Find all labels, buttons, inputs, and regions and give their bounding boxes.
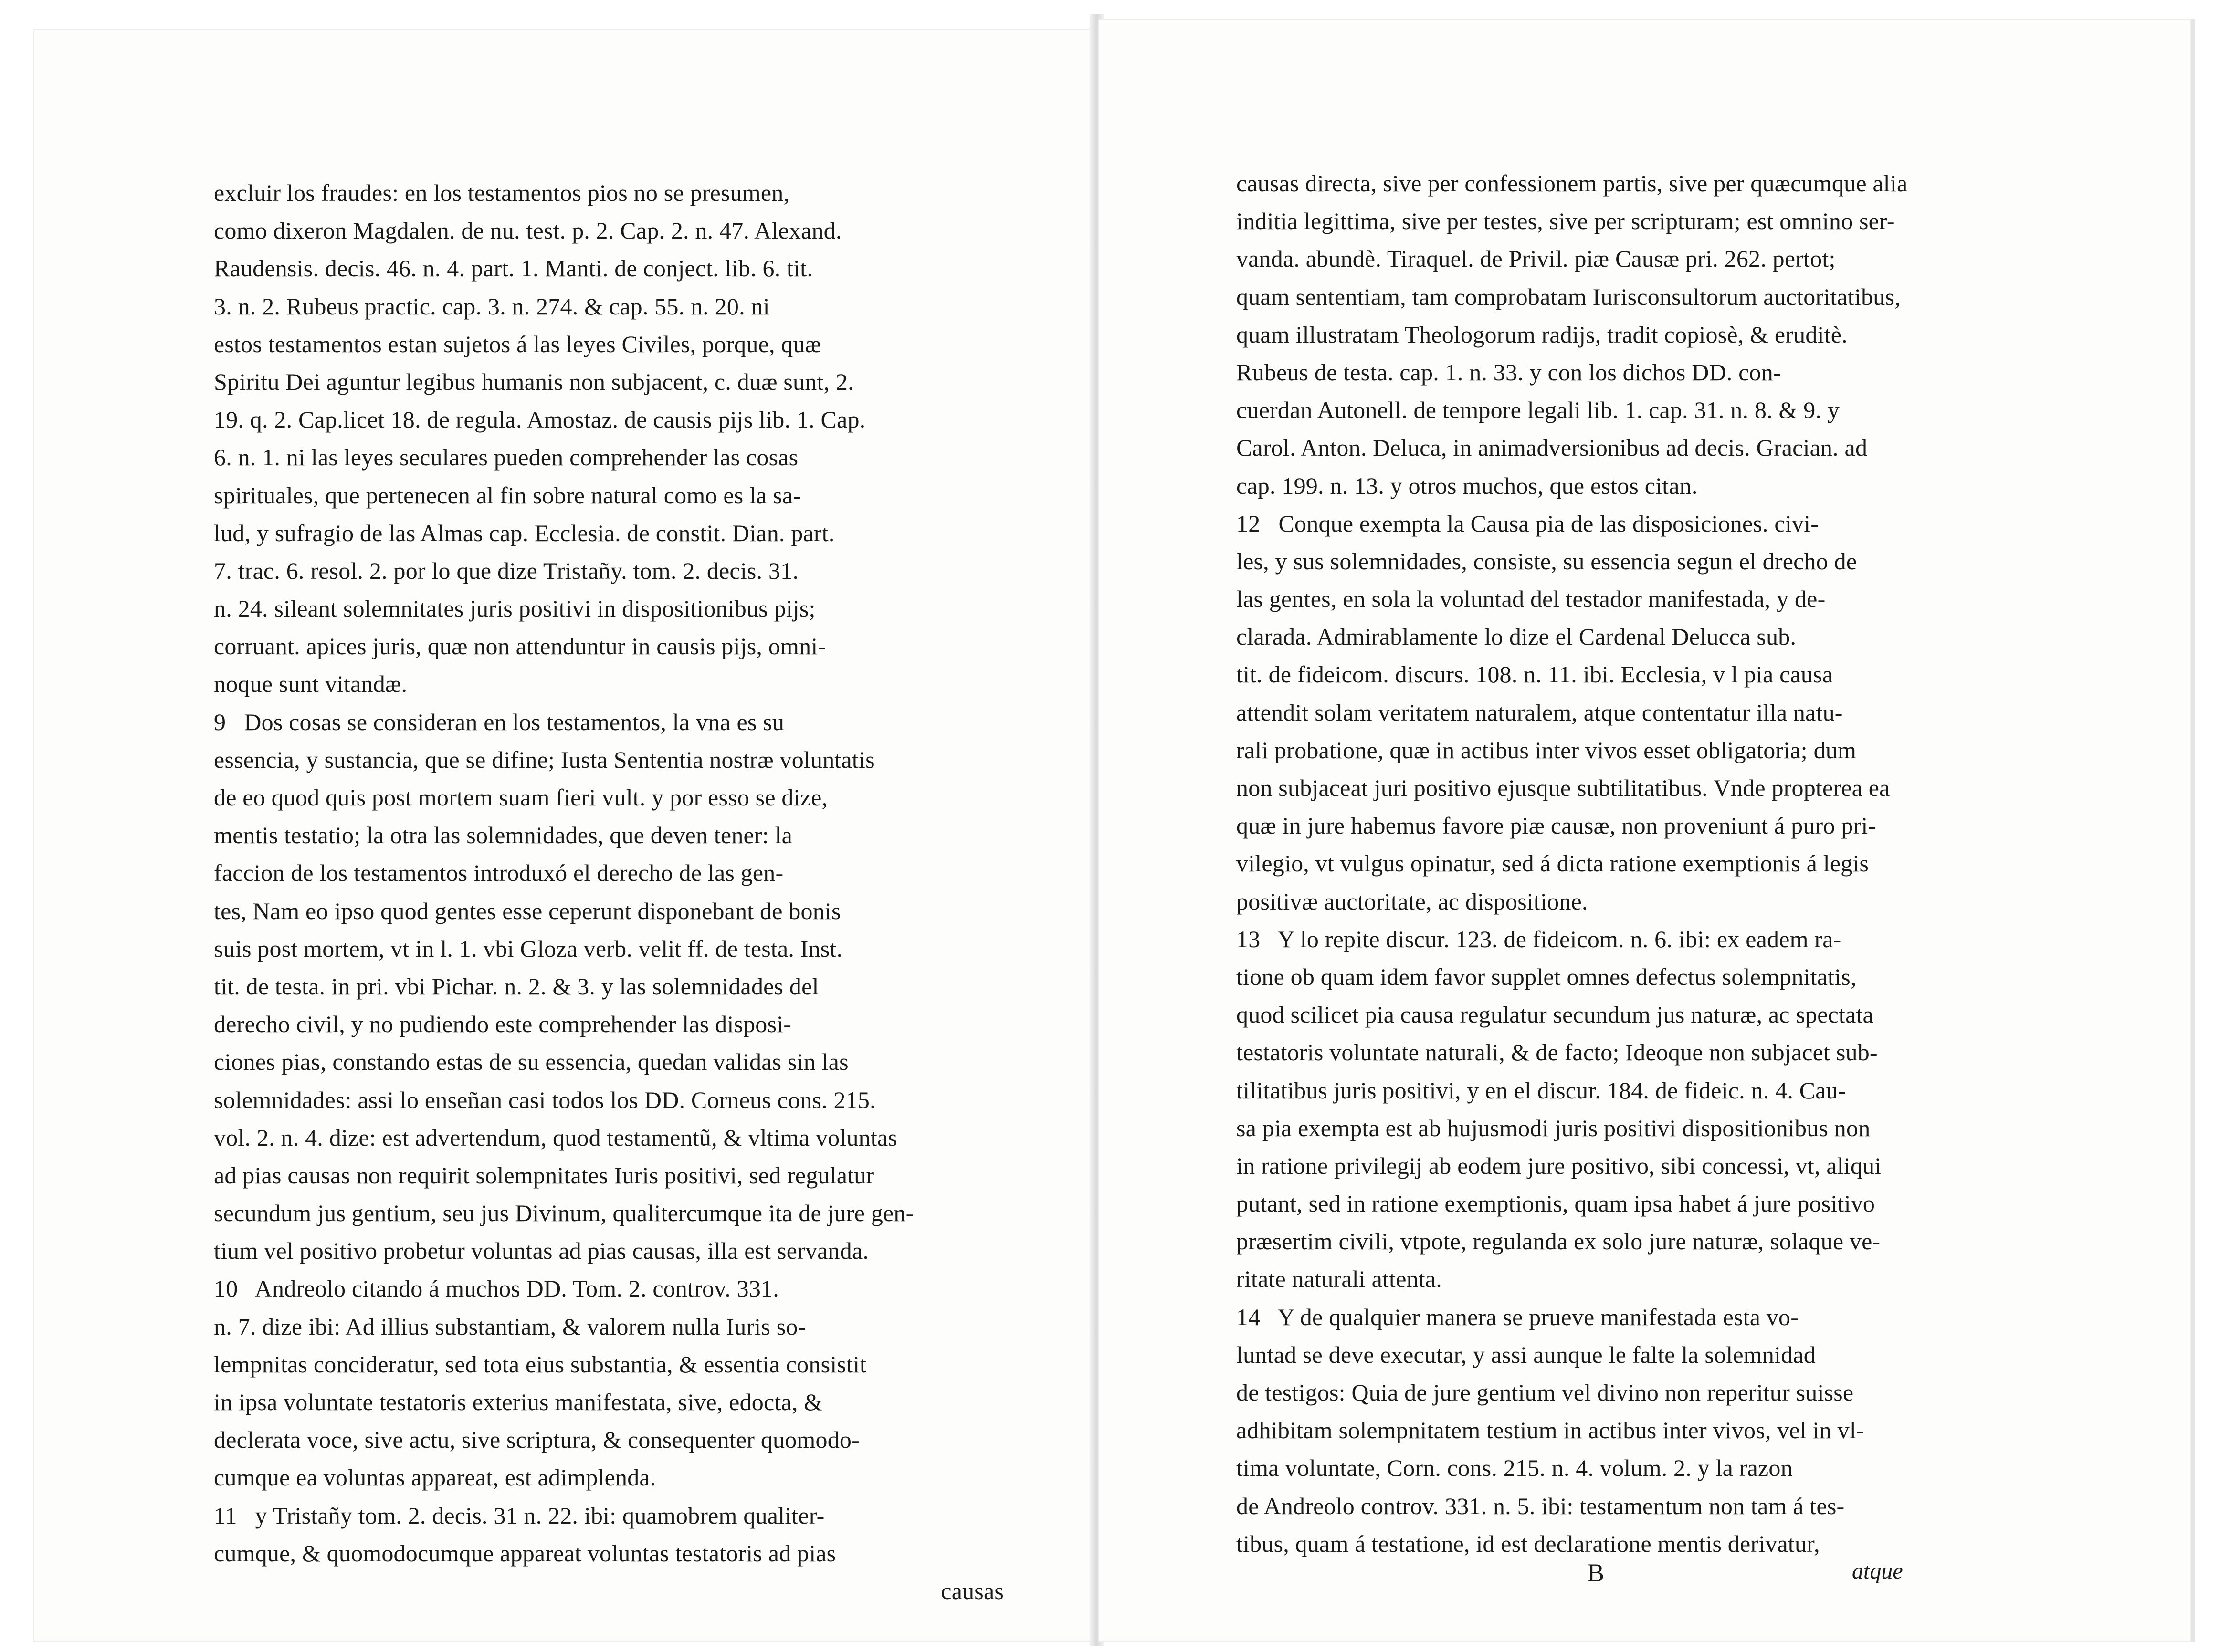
text-line: ad pias causas non requirit solempnitates Iuris positivi, sed regulatur — [214, 1161, 874, 1189]
text-line: putant, sed in ratione exemptionis, quam ipsa habet á jure positivo — [1236, 1190, 1875, 1217]
text-line: solemnidades: assi lo enseñan casi todos los DD. Corneus cons. 215. — [214, 1086, 876, 1113]
text-line: declerata voce, sive actu, sive scriptura, & consequenter quomodo- — [214, 1426, 860, 1453]
text-line: 14 Y de qualquier manera se prueve manifestada esta vo- — [1236, 1303, 1799, 1330]
text-line: clarada. Admirablamente lo dize el Cardenal Delucca sub. — [1236, 623, 1797, 650]
text-line: de testigos: Quia de jure gentium vel divino non reperitur suisse — [1236, 1379, 1854, 1406]
text-line: inditia legittima, sive per testes, sive per scripturam; est omnino ser- — [1236, 208, 1895, 235]
text-line: ciones pias, constando estas de su essencia, quedan validas sin las — [214, 1048, 849, 1076]
text-line: lempnitas concideratur, sed tota eius substantia, & essentia consistit — [214, 1350, 867, 1378]
text-line: 6. n. 1. ni las leyes seculares pueden comprehender las cosas — [214, 444, 799, 471]
text-line: tit. de fideicom. discurs. 108. n. 11. ibi. Ecclesia, v l pia causa — [1236, 661, 1833, 688]
text-line: cuerdan Autonell. de tempore legali lib. 1. cap. 31. n. 8. & 9. y — [1236, 397, 1840, 424]
left-page — [33, 29, 1095, 1642]
text-line: causas — [941, 1577, 1004, 1604]
text-line: 3. n. 2. Rubeus practic. cap. 3. n. 274. & cap. 55. n. 20. ni — [214, 293, 770, 320]
text-line: 9 Dos cosas se consideran en los testamentos, la vna es su — [214, 708, 785, 735]
right-page — [1098, 19, 2191, 1642]
text-line: quam sententiam, tam comprobatam Iurisconsultorum auctoritatibus, — [1236, 283, 1901, 310]
text-line: in ipsa voluntate testatoris exterius manifestata, sive, edocta, & — [214, 1389, 823, 1415]
text-line: corruant. apices juris, quæ non attenduntur in causis pijs, omni- — [214, 633, 826, 660]
text-line: positivæ auctoritate, ac dispositione. — [1236, 888, 1588, 915]
text-line: tima voluntate, Corn. cons. 215. n. 4. volum. 2. y la razon — [1236, 1454, 1793, 1482]
text-line: lud, y sufragio de las Almas cap. Ecclesia. de constit. Dian. part. — [214, 519, 835, 546]
text-line: 10 Andreolo citando á muchos DD. Tom. 2. controv. 331. — [214, 1275, 779, 1302]
text-line: como dixeron Magdalen. de nu. test. p. 2. Cap. 2. n. 47. Alexand. — [214, 217, 842, 244]
text-line: tione ob quam idem favor supplet omnes defectus solempnitatis, — [1236, 963, 1857, 990]
text-line: derecho civil, y no pudiendo este comprehender las disposi- — [214, 1011, 792, 1038]
left-page-text — [214, 174, 1004, 1610]
text-line: Raudensis. decis. 46. n. 4. part. 1. Manti. de conject. lib. 6. tit. — [214, 255, 813, 282]
text-line: non subjaceat juri positivo ejusque subtilitatibus. Vnde propterea ea — [1236, 774, 1890, 801]
text-line: testatoris voluntate naturali, & de facto; Ideoque non subjacet sub- — [1236, 1039, 1878, 1066]
text-line: vol. 2. n. 4. dize: est advertendum, quod testamentũ, & vltima voluntas — [214, 1124, 897, 1151]
text-line: cap. 199. n. 13. y otros muchos, que estos citan. — [1236, 472, 1698, 499]
text-line: mentis testatio; la otra las solemnidades, que deven tener: la — [214, 822, 793, 849]
text-line: noque sunt vitandæ. — [214, 670, 408, 698]
text-line: luntad se deve executar, y assi aunque le falte la solemnidad — [1236, 1341, 1816, 1368]
text-line: n. 7. dize ibi: Ad illius substantiam, & valorem nulla Iuris so- — [214, 1313, 806, 1340]
text-line: les, y sus solemnidades, consiste, su essencia segun el drecho de — [1236, 547, 1857, 575]
text-line: Carol. Anton. Deluca, in animadversionibus ad decis. Gracian. ad — [1236, 434, 1868, 461]
text-line: 7. trac. 6. resol. 2. por lo que dize Tristañy. tom. 2. decis. 31. — [214, 557, 799, 584]
signature-mark: B — [1587, 1558, 1605, 1587]
text-line: secundum jus gentium, seu jus Divinum, qualitercumque ita de jure gen- — [214, 1200, 914, 1227]
text-line: faccion de los testamentos introduxó el derecho de las gen- — [214, 859, 784, 887]
text-line: cumque, & quomodocumque appareat voluntas testatoris ad pias — [214, 1539, 836, 1567]
text-line: spirituales, que pertenecen al fin sobre natural como es la sa- — [214, 481, 801, 509]
text-line: n. 24. sileant solemnitates juris positivi in dispositionibus pijs; — [214, 595, 816, 622]
text-line: tes, Nam eo ipso quod gentes esse ceperunt disponebant de bonis — [214, 897, 841, 924]
text-line: tium vel positivo probetur voluntas ad pias causas, illa est servanda. — [214, 1237, 869, 1265]
text-line: sa pia exempta est ab hujusmodi juris positivi dispositionibus non — [1236, 1114, 1871, 1141]
text-line: 11 y Tristañy tom. 2. decis. 31 n. 22. ibi: quamobrem qualiter- — [214, 1502, 825, 1529]
text-line: Spiritu Dei aguntur legibus humanis non subjacent, c. duæ sunt, 2. — [214, 368, 854, 395]
text-line: præsertim civili, vtpote, regulanda ex solo jure naturæ, solaque ve- — [1236, 1228, 1881, 1255]
text-line: rali probatione, quæ in actibus inter vivos esset obligatoria; dum — [1236, 736, 1857, 763]
text-line: cumque ea voluntas appareat, est adimplenda. — [214, 1464, 656, 1491]
text-line: vanda. abundè. Tiraquel. de Privil. piæ Causæ pri. 262. pertot; — [1236, 245, 1836, 272]
text-line: vilegio, vt vulgus opinatur, sed á dicta ratione exemptionis á legis — [1236, 850, 1869, 877]
text-line: tit. de testa. in pri. vbi Pichar. n. 2. & 3. y las solemnidades del — [214, 972, 819, 1000]
text-line: 12 Conque exempta la Causa pia de las disposiciones. civi- — [1236, 510, 1819, 537]
right-page-text — [1236, 165, 2095, 1563]
text-line: de Andreolo controv. 331. n. 5. ibi: testamentum non tam á tes- — [1236, 1492, 1845, 1519]
text-line: suis post mortem, vt in l. 1. vbi Gloza verb. velit ff. de testa. Inst. — [214, 935, 843, 962]
text-line: quod scilicet pia causa regulatur secundum jus naturæ, ac spectata — [1236, 1001, 1873, 1028]
text-line: adhibitam solempnitatem testium in actibus inter vivos, vel in vl- — [1236, 1417, 1864, 1444]
text-line: las gentes, en sola la voluntad del testador manifestada, y de- — [1236, 586, 1826, 613]
text-line: causas directa, sive per confessionem partis, sive per quæcumque alia — [1236, 170, 1908, 197]
text-line: ritate naturali attenta. — [1236, 1265, 1442, 1293]
text-line: Rubeus de testa. cap. 1. n. 33. y con los dichos DD. con- — [1236, 358, 1781, 386]
page-edge — [2191, 19, 2195, 1642]
text-line: essencia, y sustancia, que se difine; Iusta Sententia nostræ voluntatis — [214, 746, 875, 773]
text-line: tilitatibus juris positivi, y en el discur. 184. de fideic. n. 4. Cau- — [1236, 1077, 1846, 1104]
text-line: de eo quod quis post mortem suam fieri vult. y por esso se dize, — [214, 784, 828, 811]
text-line: quæ in jure habemus favore piæ causæ, non proveniunt á puro pri- — [1236, 812, 1876, 839]
text-line: 19. q. 2. Cap.licet 18. de regula. Amostaz. de causis pijs lib. 1. Cap. — [214, 406, 866, 433]
text-line: 13 Y lo repite discur. 123. de fideicom. n. 6. ibi: ex eadem ra- — [1236, 925, 1841, 952]
text-line: in ratione privilegij ab eodem jure positivo, sibi concessi, vt, aliqui — [1236, 1152, 1882, 1179]
catchword: atque — [1852, 1558, 1903, 1584]
text-line: attendit solam veritatem naturalem, atque contentatur illa natu- — [1236, 699, 1843, 726]
text-line: excluir los fraudes: en los testamentos pios no se presumen, — [214, 179, 790, 206]
text-line: quam illustratam Theologorum radijs, tradit copiosè, & eruditè. — [1236, 321, 1848, 348]
text-line: estos testamentos estan sujetos á las leyes Civiles, porque, quæ — [214, 330, 821, 357]
text-line: tibus, quam á testatione, id est declaratione mentis derivatur, — [1236, 1530, 1820, 1557]
